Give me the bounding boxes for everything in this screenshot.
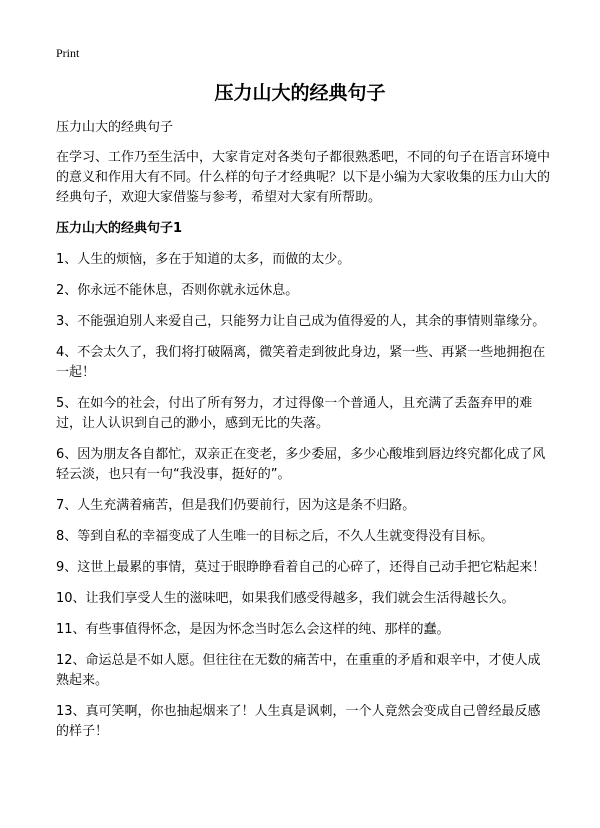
article-body — [56, 118, 552, 753]
intro-paragraph: 在学习、工作乃至生活中，大家肯定对各类句子都很熟悉吧，不同的句子在语言环境中的意义和作用大有不同。什么样的句子才经典呢？以下是小编为大家收集的压力山大的经典句子，欢迎大家借鉴与参考，希望对大家有所帮助。 — [56, 150, 551, 205]
list-item: 8、等到自私的幸福变成了人生唯一的目标之后，不久人生就变得没有目标。 — [56, 529, 494, 544]
list-item: 6、因为朋友各自都忙，双亲正在变老，多少委屈，多少心酸堆到唇边终究都化成了风轻云淡，也只有一句“我没事，挺好的”。 — [56, 447, 546, 482]
print-link[interactable]: Print — [56, 46, 80, 60]
list-item: 2、你永远不能休息，否则你就永远休息。 — [56, 283, 299, 298]
list-item: 4、不会太久了，我们将打破隔离，微笑着走到彼此身边，紧一些、再紧一些地拥抱在一起！ — [56, 345, 546, 380]
list-item: 13、真可笑啊，你也抽起烟来了！人生真是讽刺，一个人竟然会变成自己曾经最反感的样子！ — [56, 704, 541, 739]
article-subtitle: 压力山大的经典句子 — [56, 120, 174, 135]
list-item: 3、不能强迫别人来爱自己，只能努力让自己成为值得爱的人，其余的事情则靠缘分。 — [56, 314, 546, 329]
list-item: 10、让我们享受人生的滋味吧，如果我们感受得越多，我们就会生活得越长久。 — [56, 591, 515, 606]
list-item: 12、命运总是不如人愿。但往往在无数的痛苦中，在重重的矛盾和艰辛中，才使人成熟起来。 — [56, 653, 541, 688]
list-item: 9、这世上最累的事情，莫过于眼睁睁看着自己的心碎了，还得自己动手把它粘起来！ — [56, 560, 546, 575]
list-item: 5、在如今的社会，付出了所有努力，才过得像一个普通人，且充满了丢盔弃甲的难过，让人认识到自己的渺小，感到无比的失落。 — [56, 396, 533, 431]
list-item: 11、有些事值得怀念，是因为怀念当时怎么会这样的纯、那样的蠢。 — [56, 622, 450, 637]
quote-list — [56, 250, 552, 742]
list-item: 1、人生的烦恼，多在于知道的太多，而做的太少。 — [56, 252, 351, 267]
list-item: 7、人生充满着痛苦，但是我们仍要前行，因为这是条不归路。 — [56, 498, 416, 513]
section-heading: 压力山大的经典句子1 — [56, 221, 183, 236]
page-title: 压力山大的经典句子 — [214, 82, 386, 104]
